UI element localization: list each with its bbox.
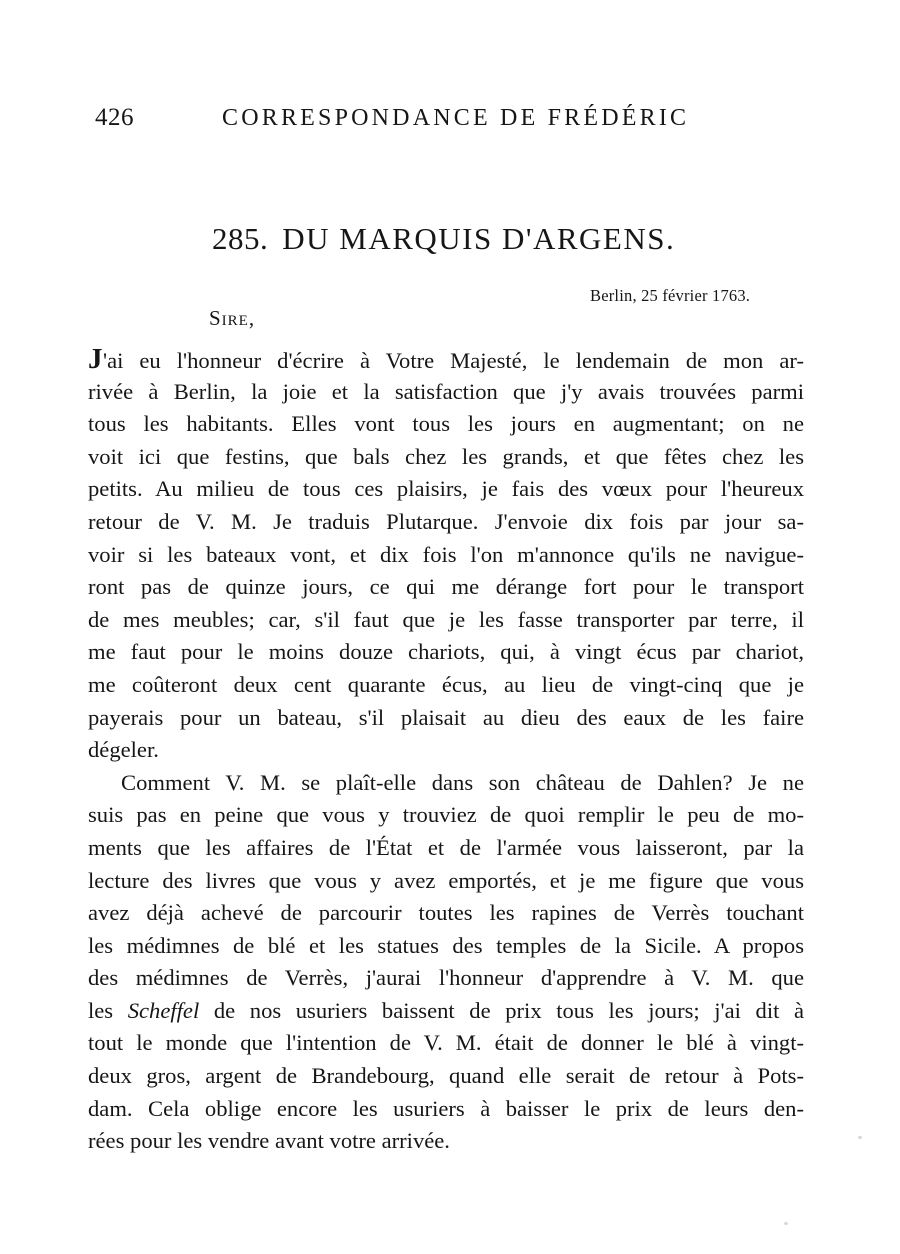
text-line: avez déjà achevé de parcourir toutes les rapines de Verrès touchant bbox=[88, 900, 804, 926]
text-line: Comment V. M. se plaît-elle dans son château de Dahlen? Je ne bbox=[121, 769, 804, 795]
page-number: 426 bbox=[95, 104, 134, 131]
text-line: me faut pour le moins douze chariots, qui, à vingt écus par chariot, bbox=[88, 639, 804, 665]
text-line: des médimnes de Verrès, j'aurai l'honneur d'apprendre à V. M. que bbox=[88, 965, 804, 991]
text-fragment: de nos usuriers baissent de prix tous les jours; j'ai dit à bbox=[199, 997, 805, 1023]
text-line: tout le monde que l'intention de V. M. était de donner le blé à vingt- bbox=[88, 1030, 804, 1056]
letter-body bbox=[88, 343, 804, 1158]
text-line: de mes meubles; car, s'il faut que je les fasse transporter par terre, il bbox=[88, 606, 804, 632]
text-line: ront pas de quinze jours, ce qui me dérange fort pour le transport bbox=[88, 574, 804, 600]
text-line: payerais pour un bateau, s'il plaisait au dieu des eaux de les faire bbox=[88, 704, 804, 730]
text-line: suis pas en peine que vous y trouviez de quoi remplir le peu de mo- bbox=[88, 802, 804, 828]
text-line: dégeler. bbox=[88, 737, 159, 763]
letter-number: 285. bbox=[212, 221, 269, 256]
text-line: les médimnes de blé et les statues des temples de la Sicile. A propos bbox=[88, 932, 804, 958]
text-line: retour de V. M. Je traduis Plutarque. J'envoie dix fois par jour sa- bbox=[88, 508, 804, 534]
letter-heading bbox=[212, 221, 675, 257]
letter-salutation: Sire, bbox=[209, 306, 256, 330]
text-line bbox=[88, 343, 804, 376]
paper-speck bbox=[858, 1136, 862, 1139]
first-line-text: 'ai eu l'honneur d'écrire à Votre Majesté, le lendemain de mon ar- bbox=[103, 348, 804, 373]
drop-cap: J bbox=[88, 343, 103, 375]
running-head: CORRESPONDANCE DE FRÉDÉRIC bbox=[222, 105, 690, 131]
text-fragment: les bbox=[88, 997, 128, 1023]
text-line: voit ici que festins, que bals chez les grands, et que fêtes chez les bbox=[88, 443, 804, 469]
text-line: petits. Au milieu de tous ces plaisirs, je fais des vœux pour l'heureux bbox=[88, 476, 804, 502]
text-line: dam. Cela oblige encore les usuriers à baisser le prix de leurs den- bbox=[88, 1095, 804, 1121]
paper-speck bbox=[784, 1222, 788, 1225]
text-line: ments que les affaires de l'État et de l'armée vous laisseront, par la bbox=[88, 834, 804, 860]
text-line: deux gros, argent de Brandebourg, quand elle serait de retour à Pots- bbox=[88, 1063, 804, 1089]
text-line: lecture des livres que vous y avez emportés, et je me figure que vous bbox=[88, 867, 804, 893]
text-line: tous les habitants. Elles vont tous les jours en augmentant; on ne bbox=[88, 411, 804, 437]
text-line: rivée à Berlin, la joie et la satisfaction que j'y avais trouvées parmi bbox=[88, 378, 804, 404]
text-line: rées pour les vendre avant votre arrivée. bbox=[88, 1128, 450, 1154]
text-line bbox=[88, 995, 804, 1028]
text-line: me coûteront deux cent quarante écus, au lieu de vingt-cinq que je bbox=[88, 671, 804, 697]
letter-dateline: Berlin, 25 février 1763. bbox=[590, 286, 751, 305]
italic-term: Scheffel bbox=[127, 997, 200, 1023]
text-line: voir si les bateaux vont, et dix fois l'on m'annonce qu'ils ne navigue- bbox=[88, 541, 804, 567]
letter-title: DU MARQUIS D'ARGENS. bbox=[282, 221, 676, 256]
